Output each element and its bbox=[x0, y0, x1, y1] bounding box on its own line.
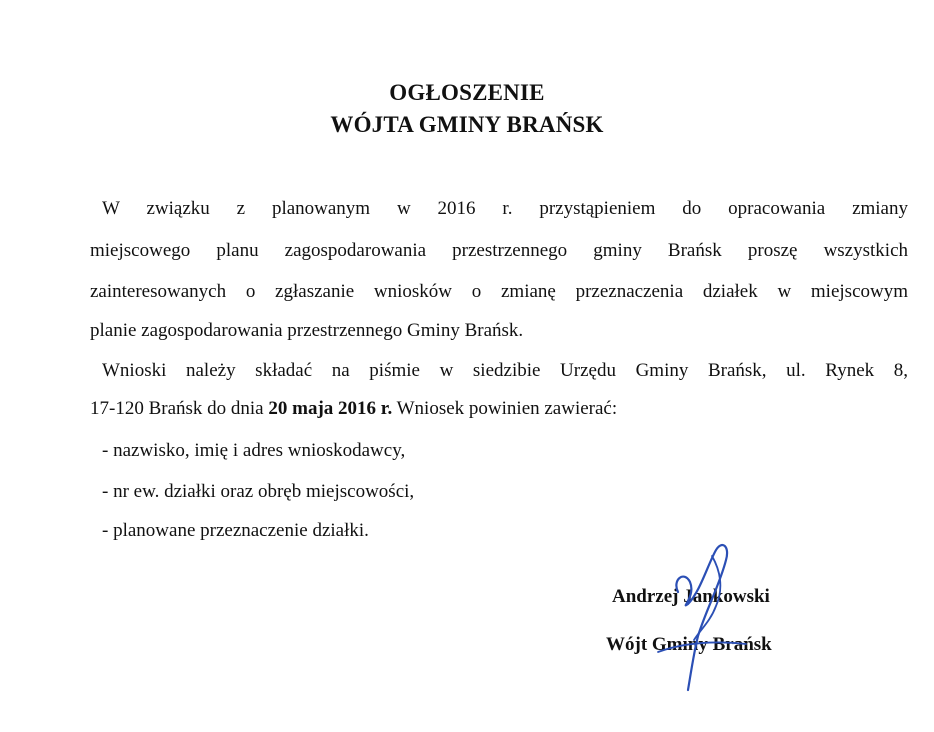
requirement-item: - planowane przeznaczenie działki. bbox=[102, 520, 369, 541]
signatory-title: Wójt Gminy Brańsk bbox=[606, 634, 772, 655]
requirement-item: - nr ew. działki oraz obręb miejscowości, bbox=[102, 481, 415, 502]
paragraph1-line3: zainteresowanych o zgłaszanie wniosków o zmianę przeznaczenia działek w miejscowym bbox=[90, 281, 908, 302]
paragraph1-line2: miejscowego planu zagospodarowania przestrzennego gminy Brańsk proszę wszystkich bbox=[90, 240, 908, 261]
paragraph2-line2 bbox=[90, 398, 908, 420]
paragraph2-line1: Wnioski należy składać na piśmie w siedzibie Urzędu Gminy Brańsk, ul. Rynek 8, bbox=[102, 360, 908, 381]
signature-stroke bbox=[676, 545, 727, 690]
paragraph2-line2-suffix: Wniosek powinien zawierać: bbox=[392, 398, 618, 419]
paragraph1-line4: planie zagospodarowania przestrzennego Gminy Brańsk. bbox=[90, 320, 524, 341]
signatory-name: Andrzej Jankowski bbox=[612, 586, 770, 607]
paragraph2-line2-prefix: 17-120 Brańsk do dnia bbox=[90, 398, 269, 419]
document-title: OGŁOSZENIE bbox=[389, 80, 545, 105]
requirement-item: - nazwisko, imię i adres wnioskodawcy, bbox=[102, 440, 406, 461]
signature-stroke bbox=[658, 642, 746, 652]
deadline-date: 20 maja 2016 r. bbox=[268, 398, 393, 419]
paragraph1-line1: W związku z planowanym w 2016 r. przystąpieniem do opracowania zmiany bbox=[102, 198, 908, 219]
handwritten-signature bbox=[650, 540, 760, 700]
document-subtitle: WÓJTA GMINY BRAŃSK bbox=[330, 112, 604, 137]
